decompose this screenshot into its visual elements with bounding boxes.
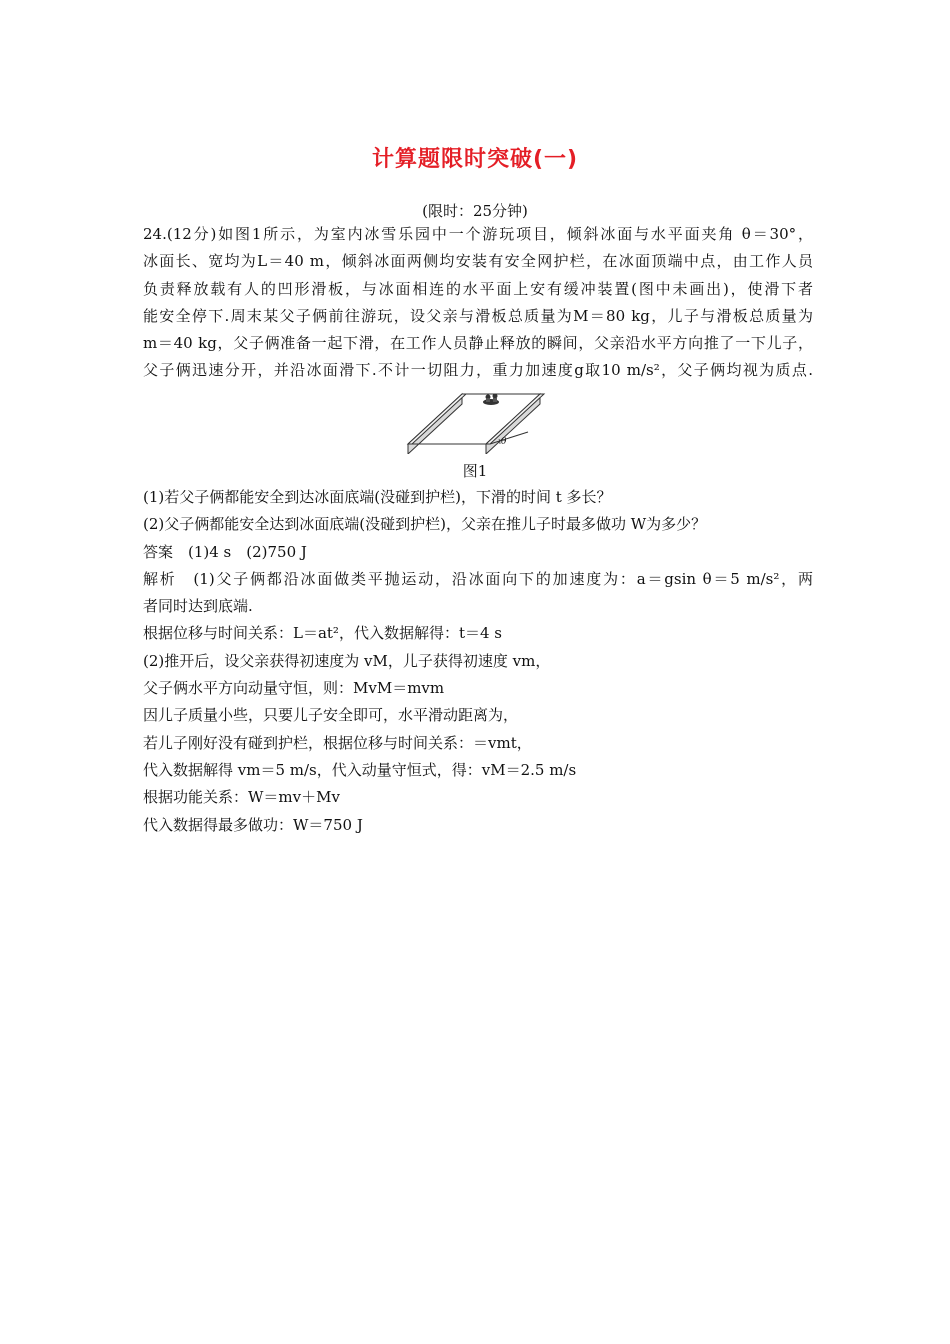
solution-line: 父子俩水平方向动量守恒，则：MvM＝mvm — [143, 679, 445, 698]
question-1: (1)若父子俩都能安全到达冰面底端(没碰到护栏)，下滑的时间 t 多长？ — [143, 488, 612, 506]
solution-line: 者同时达到底端. — [143, 597, 253, 616]
problem-statement — [143, 221, 813, 385]
solution-line: 代入数据解得 vm＝5 m/s，代入动量守恒式，得：vM＝2.5 m/s — [143, 760, 577, 779]
problem-line: m＝40 kg，父子俩准备一起下滑，在工作人员静止释放的瞬间，父亲沿水平方向推了一下儿子， — [143, 334, 813, 353]
solution-line: 因儿子质量小些，只要儿子安全即可，水平滑动距离为， — [143, 706, 519, 725]
problem-line: 负责释放载有人的凹形滑板，与冰面相连的水平面上安有缓冲装置(图中未画出)，使滑下者 — [143, 279, 813, 298]
time-limit: (限时：25分钟) — [422, 202, 528, 220]
problem-line: 冰面长、宽均为L＝40 m，倾斜冰面两侧均安装有安全网护栏，在冰面顶端中点，由工作人员 — [143, 252, 813, 271]
solution-line: 根据功能关系：W＝mv＋Mv — [143, 788, 340, 807]
solution-line: 解析 (1)父子俩都沿冰面做类平抛运动，沿冰面向下的加速度为：a＝gsin θ＝5 m/s²，两 — [143, 569, 813, 588]
angle-label: θ — [501, 437, 507, 447]
problem-line: 能安全停下.周末某父子俩前往游玩，设父亲与滑板总质量为M＝80 kg，儿子与滑板总质量为 — [143, 306, 813, 325]
solution-line: (2)推开后，设父亲获得初速度为 vM，儿子获得初速度 vm， — [143, 651, 551, 670]
answer-line: 答案 (1)4 s (2)750 J — [143, 542, 307, 561]
ice-slope-figure — [406, 392, 546, 454]
figure-caption: 图1 — [462, 462, 488, 480]
page-title: 计算题限时突破(一) — [371, 147, 579, 172]
question-2: (2)父子俩都能安全达到冰面底端(没碰到护栏)，父亲在推儿子时最多做功 W为多少？ — [143, 515, 707, 534]
questions-and-solution — [143, 484, 813, 839]
problem-line: 24.(12分)如图1所示，为室内冰雪乐园中一个游玩项目，倾斜冰面与水平面夹角 θ＝30°， — [143, 225, 813, 243]
riders-icon — [483, 394, 499, 406]
solution-line: 根据位移与时间关系：L＝at²，代入数据解得：t＝4 s — [143, 624, 502, 643]
problem-line: 父子俩迅速分开，并沿冰面滑下.不计一切阻力，重力加速度g取10 m/s²，父子俩均视为质点. — [143, 361, 813, 380]
solution-line: 代入数据得最多做功：W＝750 J — [143, 815, 363, 834]
solution-line: 若儿子刚好没有碰到护栏，根据位移与时间关系：＝vmt， — [143, 733, 532, 752]
